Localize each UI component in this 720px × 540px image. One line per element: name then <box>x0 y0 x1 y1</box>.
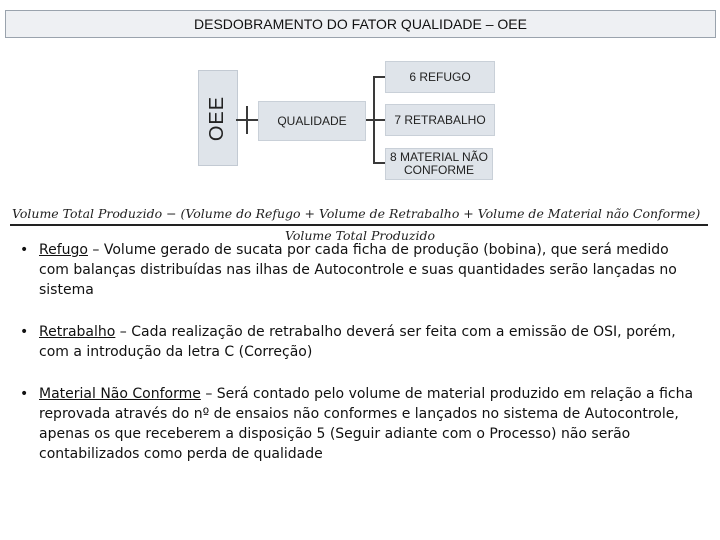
page-title <box>5 10 716 38</box>
desc-refugo: – Volume gerado de sucata por cada ficha de produção (bobina), que será medido com balanças distribuídas nas ilhas de Autocontrole e suas quantidades serão lançadas no sistema <box>39 242 677 298</box>
formula-numerator: Volume Total Produzido − (Volume do Refugo + Volume de Retrabalho + Volume de Material não Conforme) <box>12 206 701 221</box>
page-title-text: DESDOBRAMENTO DO FATOR QUALIDADE – OEE <box>194 16 527 32</box>
retrabalho-node <box>385 104 495 136</box>
connector-branch-retrabalho <box>373 119 385 121</box>
material-nao-conforme-label: 8 MATERIAL NÃO CONFORME <box>389 150 489 177</box>
oee-node <box>198 70 238 166</box>
bullet-refugo <box>20 240 700 300</box>
quality-formula <box>10 206 710 243</box>
retrabalho-label: 7 RETRABALHO <box>394 112 486 127</box>
oee-label: OEE <box>206 95 229 141</box>
connector-branch-refugo <box>373 76 385 78</box>
refugo-label: 6 REFUGO <box>409 69 471 84</box>
material-nao-conforme-node <box>385 148 493 180</box>
definition-list <box>20 240 700 486</box>
connector-oee-bracket <box>246 106 248 134</box>
bullet-material-nao-conforme <box>20 384 700 464</box>
formula-denominator: Volume Total Produzido <box>284 227 436 243</box>
bullet-retrabalho <box>20 322 700 362</box>
formula-fraction-bar <box>10 224 708 226</box>
quality-label: QUALIDADE <box>277 113 347 128</box>
quality-node <box>258 101 366 141</box>
desc-retrabalho: – Cada realização de retrabalho deverá ser feita com a emissão de OSI, porém, com a introdução da letra C (Correção) <box>39 324 676 360</box>
connector-branch-material <box>373 162 385 164</box>
term-retrabalho: Retrabalho <box>39 324 116 340</box>
term-refugo: Refugo <box>39 242 88 258</box>
desc-material-nao-conforme: – Será contado pelo volume de material produzido em relação a ficha reprovada através do nº de ensaios não conformes e lançados no sistema de Autocontrole, apenas os que receberem a disposição 5 (Seguir adiante com o Processo) não serão contabilizados como perda de qualidade <box>39 386 694 462</box>
term-material-nao-conforme: Material Não Conforme <box>39 386 201 402</box>
refugo-node <box>385 61 495 93</box>
